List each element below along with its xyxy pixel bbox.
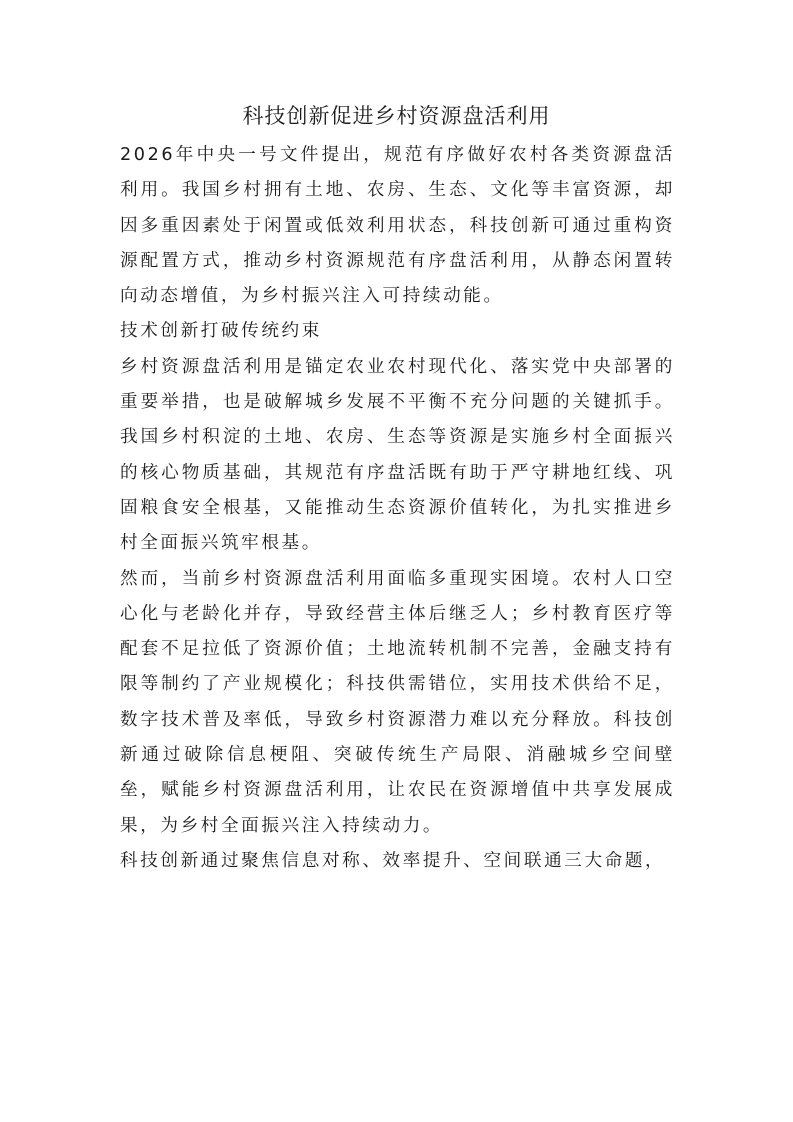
intro-paragraph: 2026年中央一号文件提出，规范有序做好农村各类资源盘活利用。我国乡村拥有土地、农房、生态、文化等丰富资源，却因多重因素处于闲置或低效利用状态，科技创新可通过重构资源配置方式，推动乡村资源规范有序盘活利用，从静态闲置转向动态增值，为乡村振兴注入可持续动能。	[120, 145, 675, 307]
document-title: 科技创新促进乡村资源盘活利用	[242, 104, 551, 128]
paragraph-1: 乡村资源盘活利用是锚定农业农村现代化、落实党中央部署的重要举措，也是破解城乡发展不平衡不充分问题的关键抓手。我国乡村积淀的土地、农房、生态等资源是实施乡村全面振兴的核心物质基础，其规范有序盘活既有助于严守耕地红线、巩固粮食安全根基，又能推动生态资源价值转化，为扎实推进乡村全面振兴筑牢根基。	[120, 356, 675, 554]
paragraph-3: 科技创新通过聚焦信息对称、效率提升、空间联通三大命题，	[120, 850, 666, 871]
section-heading: 技术创新打破传统约束	[120, 321, 322, 342]
document-body	[120, 138, 675, 879]
paragraph-2: 然而，当前乡村资源盘活利用面临多重现实困境。农村人口空心化与老龄化并存，导致经营主体后继乏人；乡村教育医疗等配套不足拉低了资源价值；土地流转机制不完善，金融支持有限等制约了产业规模化；科技供需错位，实用技术供给不足，数字技术普及率低，导致乡村资源潜力难以充分释放。科技创新通过破除信息梗阻、突破传统生产局限、消融城乡空间壁垒，赋能乡村资源盘活利用，让农民在资源增值中共享发展成果，为乡村全面振兴注入持续动力。	[120, 568, 675, 836]
